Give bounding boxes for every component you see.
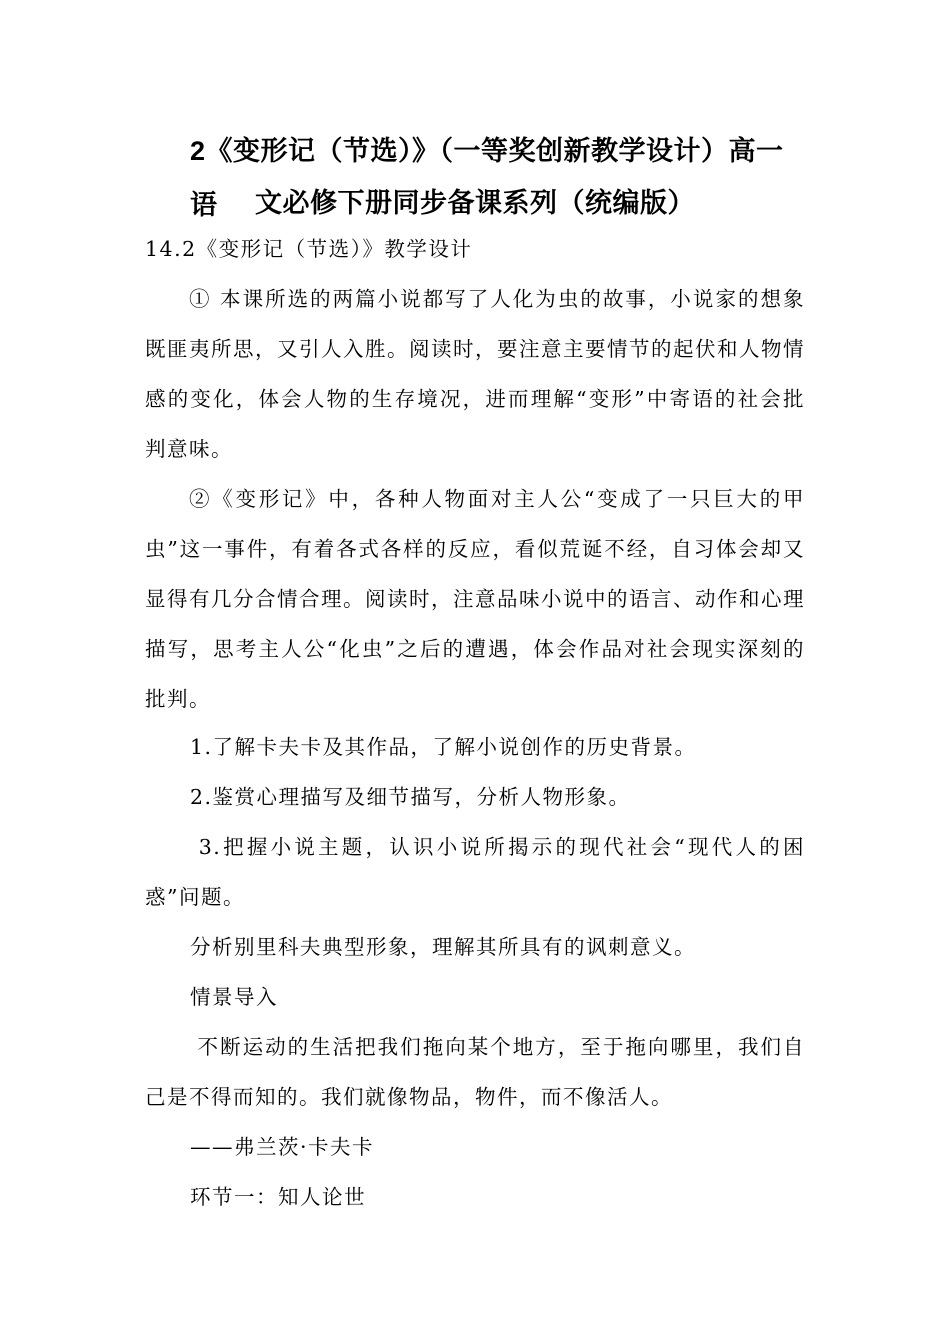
paragraph-intro-2: ②《变形记》中，各种人物面对主人公“变成了一只巨大的甲虫”这一事件，有着各式各样的反应，看似荒诞不经，自习体会却又显得有几分合情合理。阅读时，注意品味小说中的语言、动作和心理描写，思考主人公“化虫”之后的遭遇，体会作品对社会现实深刻的批判。 xyxy=(145,487,805,711)
section-heading-intro: 情景导入 xyxy=(190,985,278,1009)
goal-item-3: 3.把握小说主题，认识小说所揭示的现代社会“现代人的困惑”问题。 xyxy=(145,835,805,909)
lesson-subtitle: 14.2《变形记（节选）》教学设计 xyxy=(145,237,473,261)
paragraph-intro-1: ① 本课所选的两篇小说都写了人化为虫的故事，小说家的想象既匪夷所思，又引人入胜。阅读时，要注意主要情节的起伏和人物情感的变化，体会人物的生存境况，进而理解“变形”中寄语的社会批判意味。 xyxy=(145,287,805,461)
quote-text: 不断运动的生活把我们拖向某个地方，至于拖向哪里，我们自己是不得而知的。我们就像物品，物件，而不像活人。 xyxy=(145,1035,805,1109)
goal-item-1: 1.了解卡夫卡及其作品，了解小说创作的历史背景。 xyxy=(190,735,697,759)
document-title-line-1: 2《变形记（节选）》（一等奖创新教学设计）高一语 xyxy=(190,136,784,220)
goal-item-2: 2.鉴赏心理描写及细节描写，分析人物形象。 xyxy=(190,785,631,809)
document-title-line-2: 文必修下册同步备课系列（统编版） xyxy=(255,188,695,218)
quote-author: ——弗兰茨·卡夫卡 xyxy=(190,1135,375,1159)
section-heading-1: 环节一：知人论世 xyxy=(190,1185,366,1209)
goal-item-4: 分析别里科夫典型形象，理解其所具有的讽刺意义。 xyxy=(190,935,696,959)
